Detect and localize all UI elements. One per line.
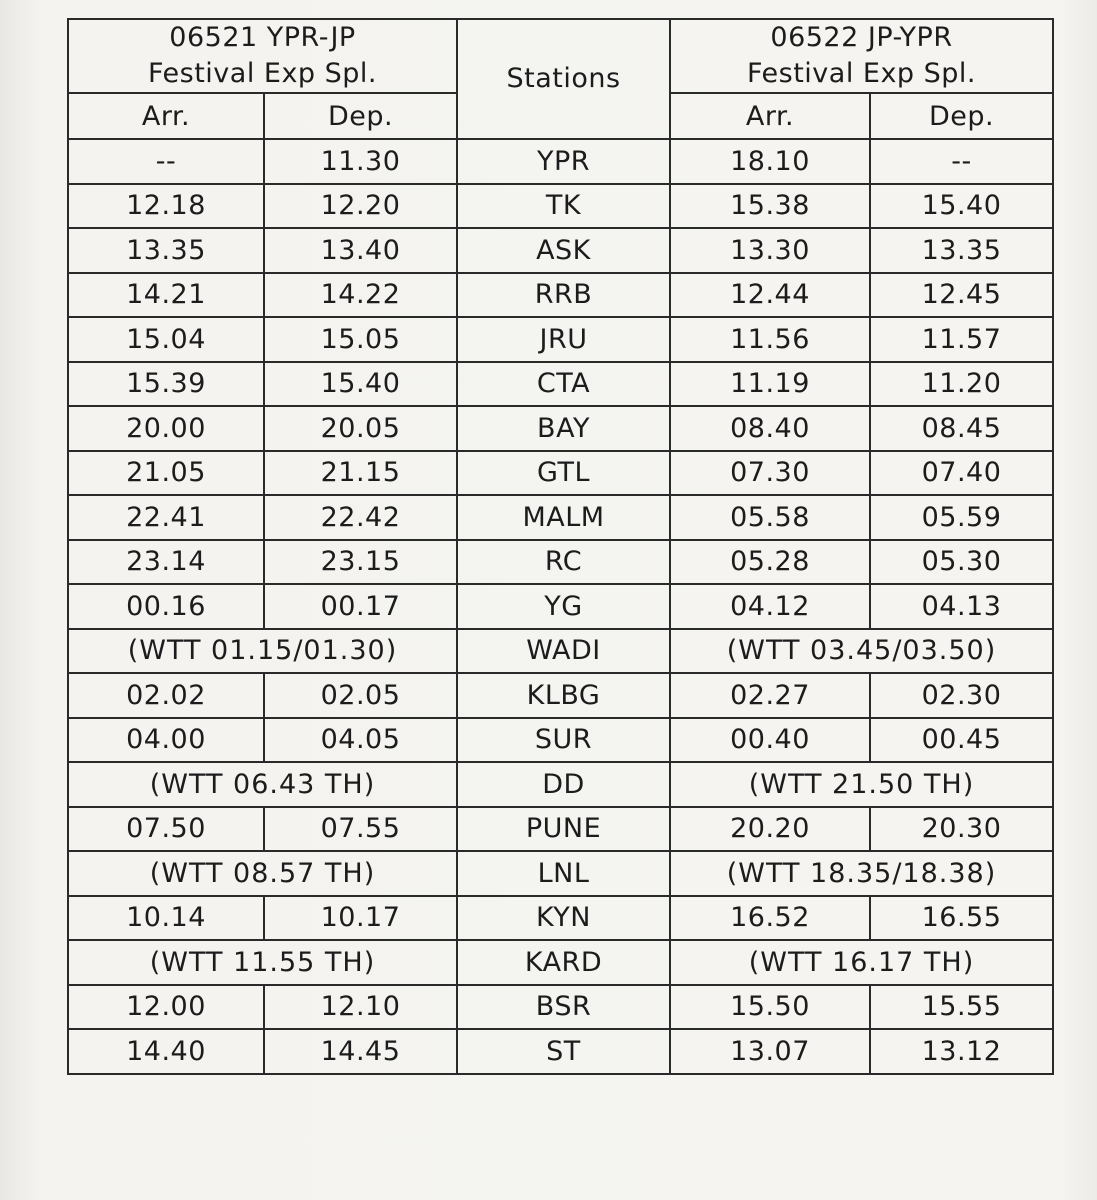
left-train-title bbox=[68, 19, 457, 93]
right-arr-cell: 18.10 bbox=[670, 139, 870, 184]
station-cell: PUNE bbox=[457, 807, 670, 852]
left-arr-cell: 21.05 bbox=[68, 451, 264, 496]
right-wtt-cell: (WTT 16.17 TH) bbox=[670, 940, 1053, 985]
left-arr-cell: 07.50 bbox=[68, 807, 264, 852]
right-arr-cell: 05.58 bbox=[670, 495, 870, 540]
left-wtt-cell: (WTT 08.57 TH) bbox=[68, 851, 457, 896]
right-arr-cell: 11.56 bbox=[670, 317, 870, 362]
table-row bbox=[68, 762, 1053, 807]
right-dep-cell: 11.20 bbox=[870, 362, 1053, 407]
left-dep-cell: 11.30 bbox=[264, 139, 457, 184]
right-dep-cell: 11.57 bbox=[870, 317, 1053, 362]
table-row bbox=[68, 184, 1053, 229]
left-arr-cell: 15.04 bbox=[68, 317, 264, 362]
table-row bbox=[68, 584, 1053, 629]
station-cell: ASK bbox=[457, 228, 670, 273]
stations-header: Stations bbox=[457, 19, 670, 139]
table-row bbox=[68, 273, 1053, 318]
table-row bbox=[68, 673, 1053, 718]
station-cell: WADI bbox=[457, 629, 670, 674]
right-arr-cell: 02.27 bbox=[670, 673, 870, 718]
left-train-number: 06521 YPR-JP bbox=[169, 22, 356, 53]
right-dep-cell: 08.45 bbox=[870, 406, 1053, 451]
left-dep-cell: 23.15 bbox=[264, 540, 457, 585]
right-arr-header: Arr. bbox=[670, 93, 870, 139]
left-dep-cell: 15.40 bbox=[264, 362, 457, 407]
station-cell: KYN bbox=[457, 896, 670, 941]
left-dep-cell: 00.17 bbox=[264, 584, 457, 629]
right-dep-cell: 04.13 bbox=[870, 584, 1053, 629]
right-arr-cell: 12.44 bbox=[670, 273, 870, 318]
table-row bbox=[68, 718, 1053, 763]
right-arr-cell: 20.20 bbox=[670, 807, 870, 852]
left-arr-cell: 00.16 bbox=[68, 584, 264, 629]
station-cell: YG bbox=[457, 584, 670, 629]
station-cell: TK bbox=[457, 184, 670, 229]
table-row bbox=[68, 139, 1053, 184]
right-arr-cell: 05.28 bbox=[670, 540, 870, 585]
table-row bbox=[68, 940, 1053, 985]
station-cell: BSR bbox=[457, 985, 670, 1030]
left-arr-cell: 23.14 bbox=[68, 540, 264, 585]
left-arr-header: Arr. bbox=[68, 93, 264, 139]
right-wtt-cell: (WTT 18.35/18.38) bbox=[670, 851, 1053, 896]
left-arr-cell: 12.18 bbox=[68, 184, 264, 229]
left-dep-cell: 22.42 bbox=[264, 495, 457, 540]
station-cell: ST bbox=[457, 1029, 670, 1074]
left-dep-cell: 12.20 bbox=[264, 184, 457, 229]
left-dep-cell: 20.05 bbox=[264, 406, 457, 451]
left-arr-cell: 13.35 bbox=[68, 228, 264, 273]
right-arr-cell: 15.38 bbox=[670, 184, 870, 229]
station-cell: CTA bbox=[457, 362, 670, 407]
left-dep-cell: 12.10 bbox=[264, 985, 457, 1030]
right-dep-cell: 07.40 bbox=[870, 451, 1053, 496]
station-cell: BAY bbox=[457, 406, 670, 451]
right-dep-cell: 12.45 bbox=[870, 273, 1053, 318]
right-dep-cell: 13.12 bbox=[870, 1029, 1053, 1074]
left-arr-cell: 15.39 bbox=[68, 362, 264, 407]
left-dep-cell: 15.05 bbox=[264, 317, 457, 362]
table-row bbox=[68, 1029, 1053, 1074]
station-cell: SUR bbox=[457, 718, 670, 763]
left-arr-cell: 02.02 bbox=[68, 673, 264, 718]
table-row bbox=[68, 406, 1053, 451]
left-train-name: Festival Exp Spl. bbox=[147, 58, 378, 89]
station-cell: GTL bbox=[457, 451, 670, 496]
header-row-train bbox=[68, 19, 1053, 93]
right-arr-cell: 08.40 bbox=[670, 406, 870, 451]
left-arr-cell: 04.00 bbox=[68, 718, 264, 763]
right-dep-cell: 16.55 bbox=[870, 896, 1053, 941]
right-dep-cell: -- bbox=[870, 139, 1053, 184]
left-arr-cell: 14.40 bbox=[68, 1029, 264, 1074]
left-dep-cell: 14.22 bbox=[264, 273, 457, 318]
station-cell: MALM bbox=[457, 495, 670, 540]
left-dep-cell: 10.17 bbox=[264, 896, 457, 941]
right-arr-cell: 11.19 bbox=[670, 362, 870, 407]
left-dep-header: Dep. bbox=[264, 93, 457, 139]
right-dep-cell: 20.30 bbox=[870, 807, 1053, 852]
table-row bbox=[68, 896, 1053, 941]
left-dep-cell: 13.40 bbox=[264, 228, 457, 273]
station-cell: LNL bbox=[457, 851, 670, 896]
left-arr-cell: 12.00 bbox=[68, 985, 264, 1030]
station-cell: RC bbox=[457, 540, 670, 585]
right-train-name: Festival Exp Spl. bbox=[746, 58, 977, 89]
right-arr-cell: 16.52 bbox=[670, 896, 870, 941]
table-row bbox=[68, 985, 1053, 1030]
left-wtt-cell: (WTT 11.55 TH) bbox=[68, 940, 457, 985]
right-wtt-cell: (WTT 21.50 TH) bbox=[670, 762, 1053, 807]
right-dep-cell: 00.45 bbox=[870, 718, 1053, 763]
station-cell: DD bbox=[457, 762, 670, 807]
station-cell: KLBG bbox=[457, 673, 670, 718]
table-row bbox=[68, 807, 1053, 852]
left-wtt-cell: (WTT 06.43 TH) bbox=[68, 762, 457, 807]
station-cell: YPR bbox=[457, 139, 670, 184]
left-dep-cell: 14.45 bbox=[264, 1029, 457, 1074]
station-cell: JRU bbox=[457, 317, 670, 362]
right-dep-header: Dep. bbox=[870, 93, 1053, 139]
right-train-number: 06522 JP-YPR bbox=[770, 22, 953, 53]
right-arr-cell: 00.40 bbox=[670, 718, 870, 763]
right-dep-cell: 13.35 bbox=[870, 228, 1053, 273]
left-arr-cell: 22.41 bbox=[68, 495, 264, 540]
right-arr-cell: 13.30 bbox=[670, 228, 870, 273]
table-row bbox=[68, 362, 1053, 407]
right-wtt-cell: (WTT 03.45/03.50) bbox=[670, 629, 1053, 674]
table-row bbox=[68, 495, 1053, 540]
right-dep-cell: 02.30 bbox=[870, 673, 1053, 718]
table-row bbox=[68, 228, 1053, 273]
right-dep-cell: 15.40 bbox=[870, 184, 1053, 229]
right-arr-cell: 15.50 bbox=[670, 985, 870, 1030]
table-row bbox=[68, 451, 1053, 496]
right-arr-cell: 13.07 bbox=[670, 1029, 870, 1074]
left-arr-cell: -- bbox=[68, 139, 264, 184]
timetable bbox=[67, 18, 1054, 1075]
right-dep-cell: 05.59 bbox=[870, 495, 1053, 540]
right-train-title bbox=[670, 19, 1053, 93]
left-arr-cell: 10.14 bbox=[68, 896, 264, 941]
left-arr-cell: 20.00 bbox=[68, 406, 264, 451]
table-row bbox=[68, 851, 1053, 896]
table-row bbox=[68, 629, 1053, 674]
left-arr-cell: 14.21 bbox=[68, 273, 264, 318]
right-dep-cell: 15.55 bbox=[870, 985, 1053, 1030]
table-row bbox=[68, 540, 1053, 585]
right-dep-cell: 05.30 bbox=[870, 540, 1053, 585]
table-row bbox=[68, 317, 1053, 362]
right-arr-cell: 07.30 bbox=[670, 451, 870, 496]
left-dep-cell: 07.55 bbox=[264, 807, 457, 852]
left-dep-cell: 02.05 bbox=[264, 673, 457, 718]
left-dep-cell: 21.15 bbox=[264, 451, 457, 496]
station-cell: RRB bbox=[457, 273, 670, 318]
left-dep-cell: 04.05 bbox=[264, 718, 457, 763]
right-arr-cell: 04.12 bbox=[670, 584, 870, 629]
station-cell: KARD bbox=[457, 940, 670, 985]
left-wtt-cell: (WTT 01.15/01.30) bbox=[68, 629, 457, 674]
